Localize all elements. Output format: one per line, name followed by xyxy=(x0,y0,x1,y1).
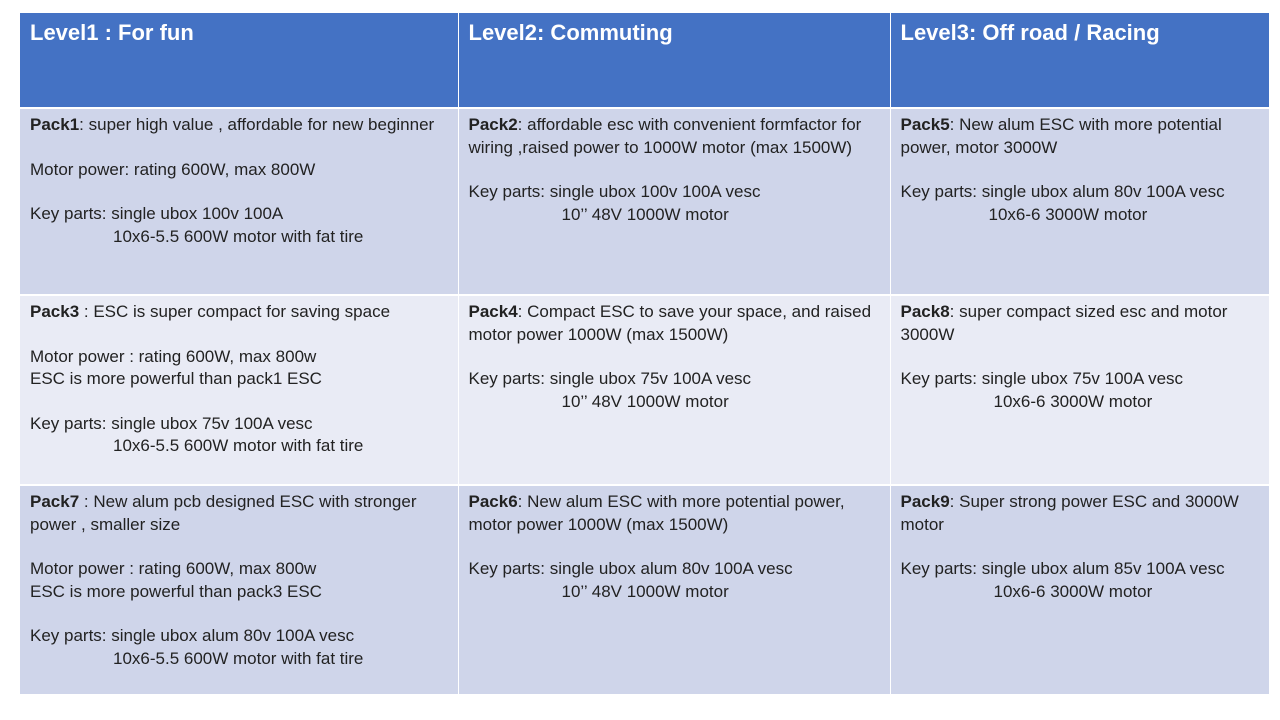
pack-description xyxy=(901,491,1260,536)
key-parts-motor: 10x6-6 3000W motor xyxy=(993,391,1153,411)
table-row xyxy=(20,485,1269,695)
esc-note: ESC is more powerful than pack3 ESC xyxy=(30,581,322,601)
pack-name: Pack1 xyxy=(30,115,80,134)
key-parts: Key parts: single ubox alum 80v 100A vesc xyxy=(468,559,793,578)
pack-name: Pack5 xyxy=(900,115,950,134)
pack-description xyxy=(901,114,1260,159)
pack-desc: : ESC is super compact for saving space xyxy=(79,302,391,321)
cell-pack4 xyxy=(458,295,890,485)
pack-desc: : super compact sized esc and motor 3000W xyxy=(900,302,1228,344)
pack-name: Pack6 xyxy=(468,492,518,511)
cell-pack2 xyxy=(458,108,890,295)
header-level2: Level2: Commuting xyxy=(458,13,890,108)
key-parts: Key parts: single ubox 75v 100A vesc xyxy=(468,369,752,388)
pack-name: Pack3 xyxy=(30,302,80,321)
key-parts-motor: 10x6-6 3000W motor xyxy=(993,581,1153,601)
key-parts-motor: 10x6-5.5 600W motor with fat tire xyxy=(113,226,364,246)
cell-pack6 xyxy=(458,485,890,695)
header-level3: Level3: Off road / Racing xyxy=(890,13,1269,108)
pack-desc: : super high value , affordable for new beginner xyxy=(79,115,435,134)
motor-power: Motor power: rating 600W, max 800W xyxy=(30,159,316,179)
pack-desc: : New alum ESC with more potential power, motor 3000W xyxy=(900,115,1222,157)
cell-pack9 xyxy=(890,485,1269,695)
cell-pack5 xyxy=(890,108,1269,295)
cell-pack3 xyxy=(20,295,458,485)
pack-description xyxy=(469,491,880,536)
pack-comparison-table xyxy=(20,13,1269,696)
pack-name: Pack8 xyxy=(900,302,950,321)
key-parts: Key parts: single ubox alum 80v 100A vesc xyxy=(900,182,1225,201)
key-parts-motor: 10x6-5.5 600W motor with fat tire xyxy=(113,436,364,455)
key-parts-motor: 10’’ 48V 1000W motor xyxy=(561,391,729,411)
key-parts: Key parts: single ubox alum 85v 100A vesc xyxy=(900,559,1225,578)
cell-pack1 xyxy=(20,108,458,295)
key-parts: Key parts: single ubox 75v 100A vesc xyxy=(30,413,313,433)
pack-description xyxy=(469,301,880,346)
key-parts-motor: 10’’ 48V 1000W motor xyxy=(561,581,729,601)
key-parts-motor: 10x6-6 3000W motor xyxy=(988,204,1148,224)
pack-name: Pack9 xyxy=(900,492,950,511)
table-row xyxy=(20,295,1269,485)
key-parts-motor: 10x6-5.5 600W motor with fat tire xyxy=(113,648,364,668)
key-parts-motor: 10’’ 48V 1000W motor xyxy=(561,204,729,224)
cell-pack7 xyxy=(20,485,458,695)
pack-desc: : Compact ESC to save your space, and raised motor power 1000W (max 1500W) xyxy=(468,302,872,344)
pack-name: Pack7 xyxy=(30,492,80,511)
key-parts: Key parts: single ubox 100v 100A xyxy=(30,204,284,223)
key-parts: Key parts: single ubox alum 80v 100A vesc xyxy=(30,626,355,645)
pack-name: Pack2 xyxy=(468,115,518,134)
key-parts: Key parts: single ubox 75v 100A vesc xyxy=(900,369,1184,388)
pack-desc: : New alum ESC with more potential power, motor power 1000W (max 1500W) xyxy=(468,492,845,534)
pack-description xyxy=(30,491,448,536)
cell-pack8 xyxy=(890,295,1269,485)
header-row xyxy=(20,13,1269,108)
pack-desc: : New alum pcb designed ESC with stronger power , smaller size xyxy=(30,492,417,534)
pack-name: Pack4 xyxy=(468,302,518,321)
table-row xyxy=(20,108,1269,295)
motor-power: Motor power : rating 600W, max 800w xyxy=(30,346,317,366)
key-parts: Key parts: single ubox 100v 100A vesc xyxy=(468,182,761,201)
pack-description xyxy=(469,114,880,159)
motor-power: Motor power : rating 600W, max 800w xyxy=(30,559,317,578)
pack-description xyxy=(30,114,448,137)
pack-desc: : Super strong power ESC and 3000W motor xyxy=(900,492,1239,534)
pack-description xyxy=(901,301,1260,346)
pack-description xyxy=(30,301,448,324)
pack-desc: : affordable esc with convenient formfactor for wiring ,raised power to 1000W motor (max 1500W) xyxy=(468,115,862,157)
esc-note: ESC is more powerful than pack1 ESC xyxy=(30,369,322,388)
header-level1: Level1 : For fun xyxy=(20,13,458,108)
